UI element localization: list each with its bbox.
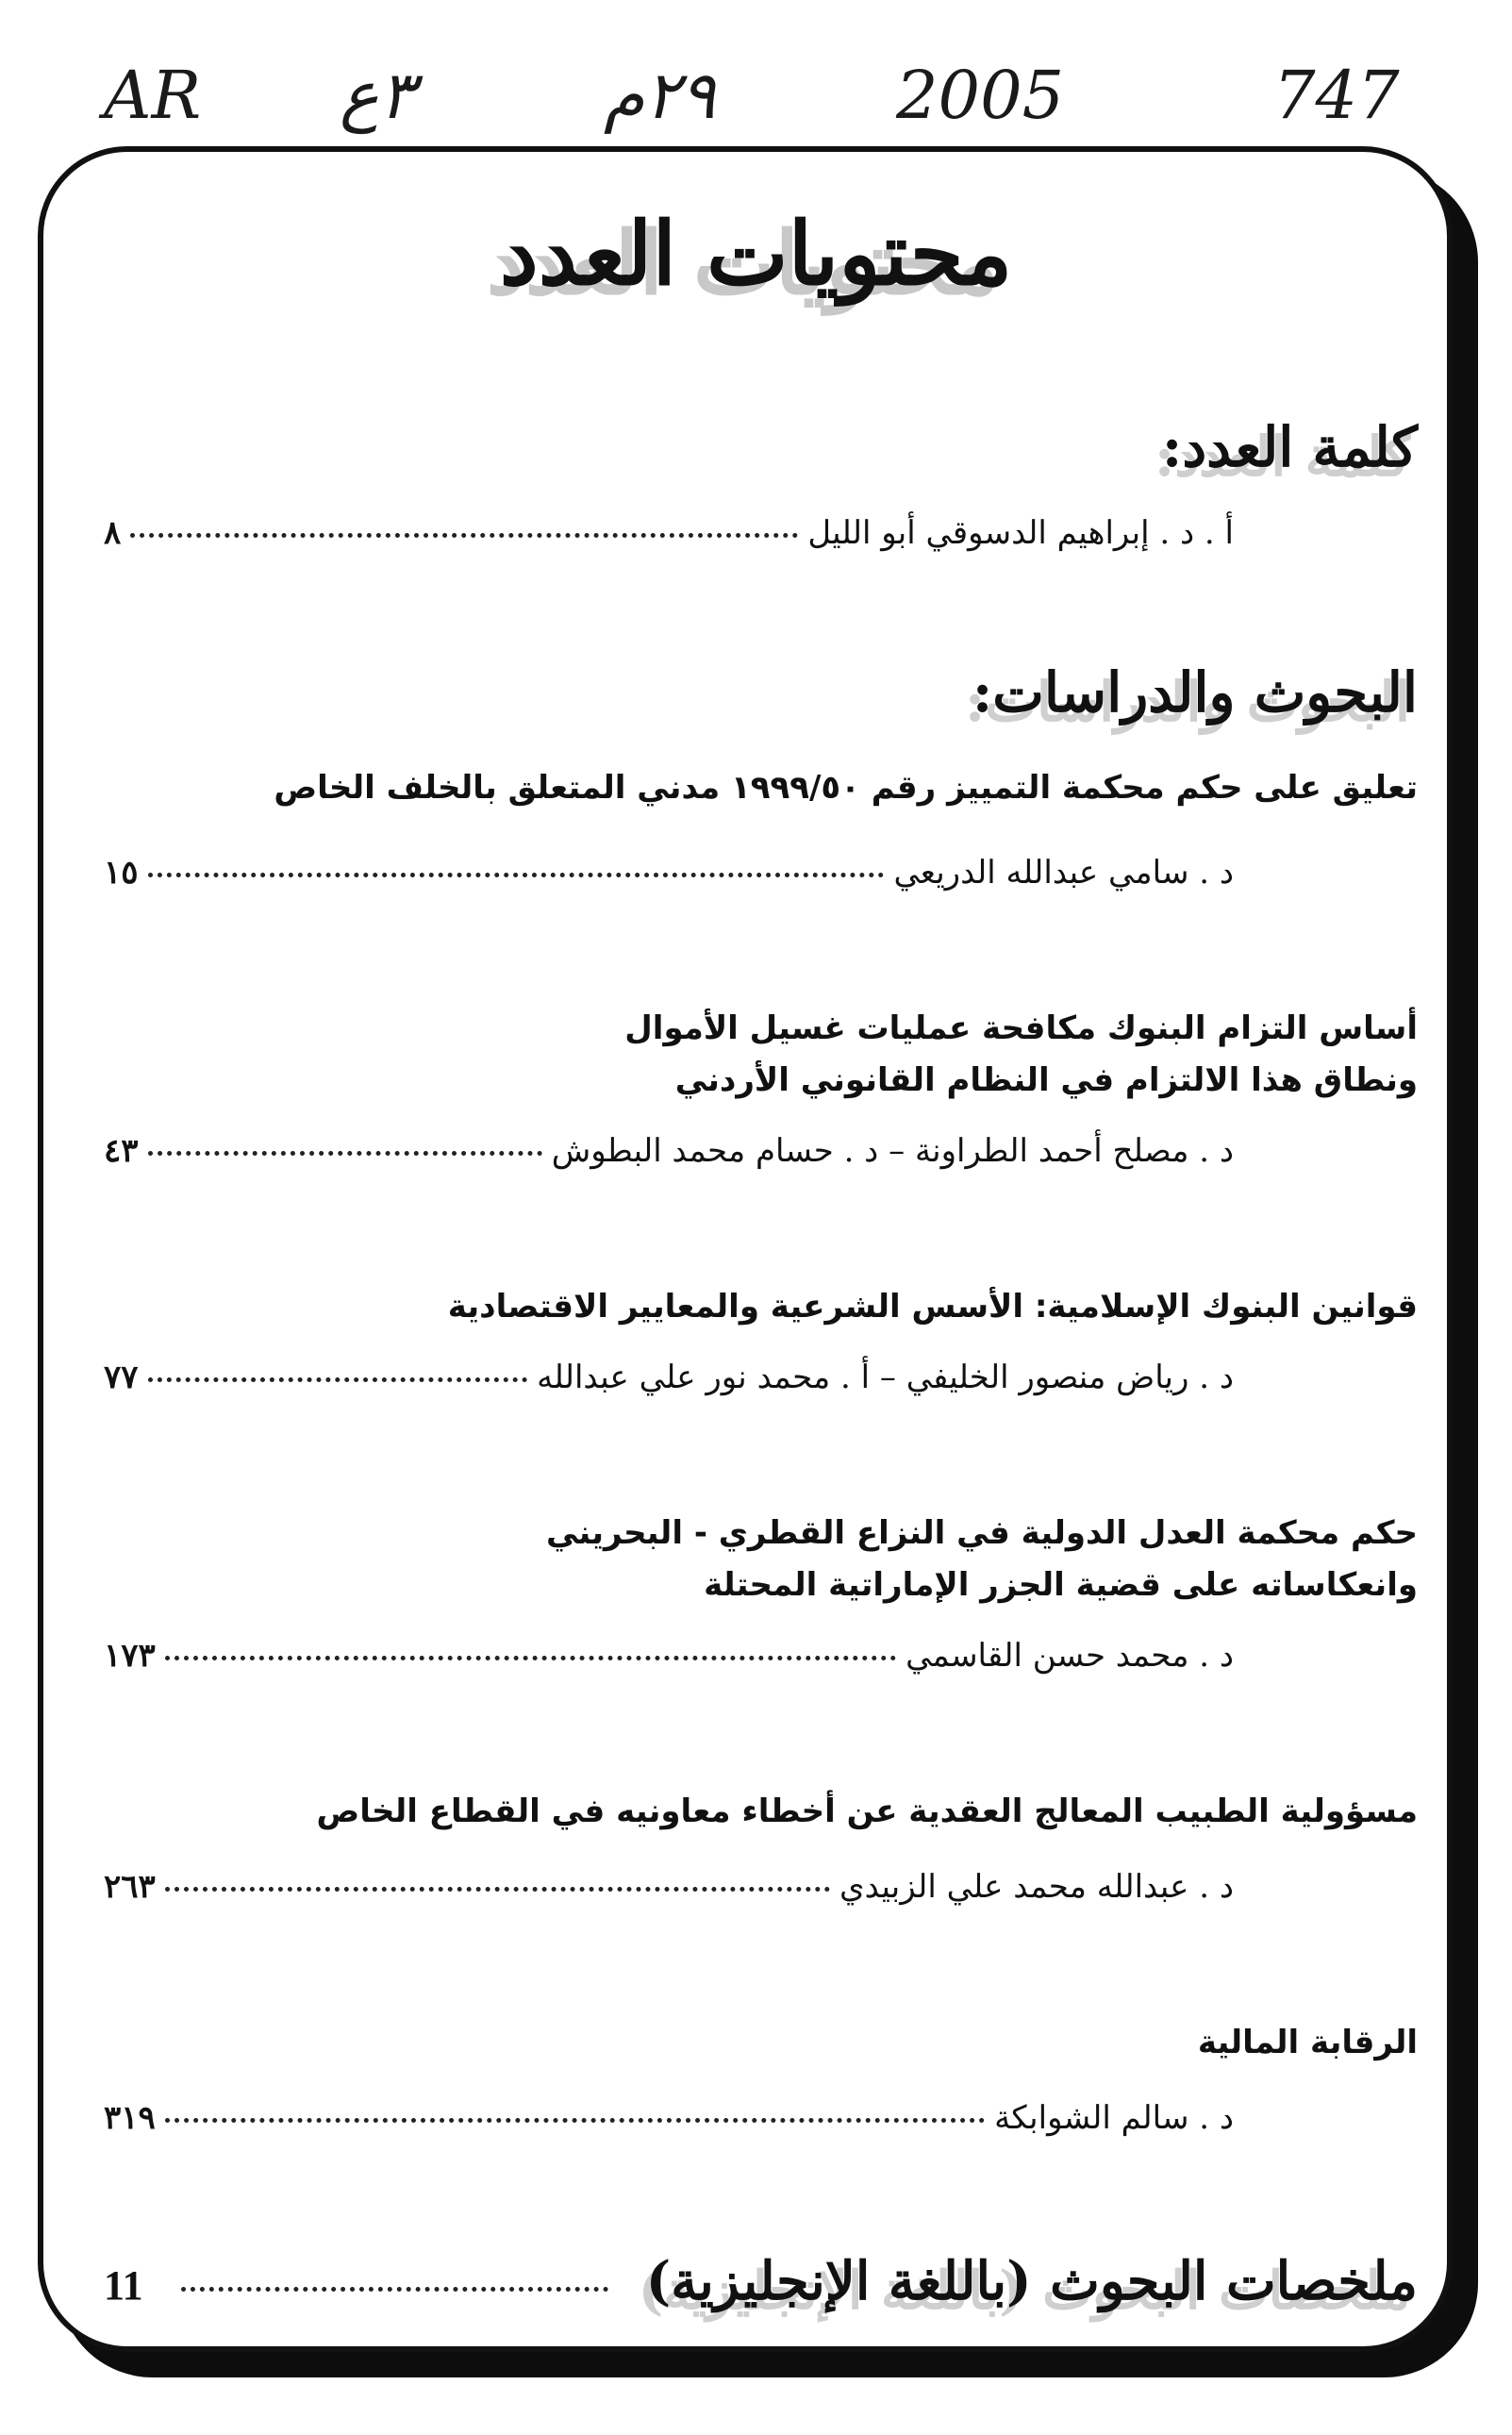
section-research-heading: البحوث والدراسات: (972, 660, 1418, 725)
toc-entry-english-abstracts[interactable] (104, 2250, 1418, 2326)
entry-title-line-1: حكم محكمة العدل الدولية في النزاع القطري - البحريني (545, 1514, 1418, 1552)
dot-leader (165, 2118, 985, 2123)
entry-author: د . مصلح أحمد الطراونة – د . حسام محمد البطوش (551, 1132, 1234, 1170)
dot-leader (181, 2287, 608, 2292)
entry-title-line-1: أساس التزام البنوك مكافحة عمليات غسيل الأموال (624, 1009, 1418, 1047)
entry-author: د . رياض منصور الخليفي – أ . محمد نور علي عبدالله (537, 1359, 1234, 1396)
toc-entry[interactable] (104, 1868, 1234, 1915)
handwritten-number: 747 (1273, 57, 1400, 134)
dot-leader (130, 533, 798, 538)
entry-author: د . محمد حسن القاسمي (906, 1637, 1234, 1675)
toc-entry-editorial[interactable] (104, 514, 1234, 561)
dot-leader (148, 1377, 528, 1382)
dot-leader (148, 873, 885, 877)
handwritten-day: ٢٩م (604, 57, 716, 134)
toc-entry[interactable] (104, 1132, 1234, 1179)
dot-leader (165, 1887, 830, 1892)
entry-page-number: ١٥ (104, 854, 139, 892)
page-title: محتويات العدد (499, 203, 1013, 305)
entry-author: د . سالم الشوابكة (994, 2099, 1234, 2137)
entry-page-number: ٣١٩ (104, 2099, 156, 2137)
handwritten-month: ٣ع (340, 57, 415, 134)
handwritten-year: 2005 (896, 57, 1065, 134)
entry-title: الرقابة المالية (1197, 2024, 1418, 2061)
entry-title: مسؤولية الطبيب المعالج العقدية عن أخطاء معاونيه في القطاع الخاص (316, 1793, 1418, 1830)
entry-page-number: ٤٣ (104, 1132, 139, 1170)
entry-page-number: ١٧٣ (104, 1637, 156, 1675)
dot-leader (148, 1151, 542, 1156)
entry-page-number: ٨ (104, 514, 122, 552)
footer-label: ملخصات البحوث (باللغة الإنجليزية) (645, 2250, 1418, 2312)
footer-page-number: 11 (104, 2262, 143, 2309)
entry-page-number: ٢٦٣ (104, 1868, 156, 1906)
entry-author: د . سامي عبدالله الدريعي (893, 854, 1234, 892)
entry-page-number: ٧٧ (104, 1359, 139, 1396)
toc-entry[interactable] (104, 1637, 1234, 1684)
entry-title: تعليق على حكم محكمة التمييز رقم ١٩٩٩/٥٠ مدني المتعلق بالخلف الخاص (274, 769, 1418, 807)
entry-author: د . عبدالله محمد علي الزبيدي (839, 1868, 1234, 1906)
dot-leader (165, 1656, 896, 1660)
entry-title-line-2: ونطاق هذا الالتزام في النظام القانوني الأردني (674, 1061, 1418, 1099)
entry-title-line-2: وانعكاساته على قضية الجزر الإماراتية المحتلة (704, 1566, 1418, 1604)
toc-entry[interactable] (104, 854, 1234, 901)
section-editorial-heading: كلمة العدد: (1161, 415, 1418, 479)
toc-entry[interactable] (104, 2099, 1234, 2146)
toc-entry[interactable] (104, 1359, 1234, 1406)
entry-author: أ . د . إبراهيم الدسوقي أبو الليل (807, 514, 1234, 552)
entry-title: قوانين البنوك الإسلامية: الأسس الشرعية والمعايير الاقتصادية (447, 1288, 1418, 1326)
handwritten-code: AR (104, 57, 202, 134)
